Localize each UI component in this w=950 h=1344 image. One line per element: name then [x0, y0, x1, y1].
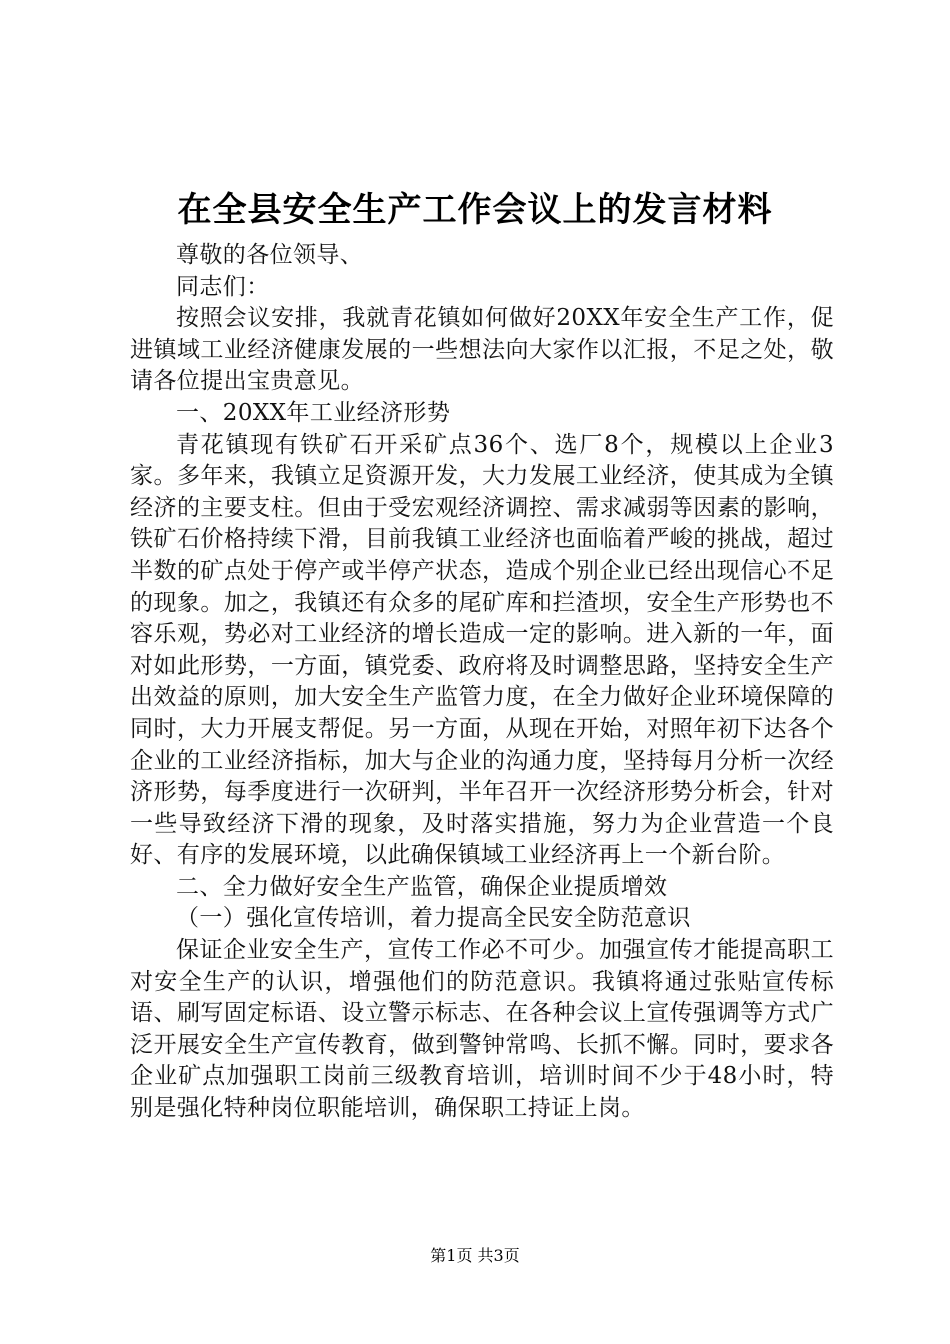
salutation-line-2: 同志们： [176, 273, 270, 300]
section-heading-2: 二、全力做好安全生产监管，确保企业提质增效 [176, 873, 668, 900]
document-title: 在全县安全生产工作会议上的发言材料 [177, 190, 773, 230]
section-heading-1: 一、20XX年工业经济形势 [176, 399, 451, 426]
document-body [130, 240, 834, 1125]
page-number-footer: 第1页 共3页 [430, 1246, 520, 1265]
salutation-line-1: 尊敬的各位领导、 [176, 242, 364, 268]
section-1-paragraph: 青花镇现有铁矿石开采矿点36个、选厂8个，规模以上企业3家。多年来，我镇立足资源开发，大力发展工业经济，使其成为全镇经济的主要支柱。但由于受宏观经济调控、需求减弱等因素的影响，铁矿石价格持续下滑，目前我镇工业经济也面临着严峻的挑战，超过半数的矿点处于停产或半停产状态，造成个别企业已经出现信心不足的现象。加之，我镇还有众多的尾矿库和拦渣坝，安全生产形势也不容乐观，势必对工业经济的增长造成一定的影响。进入新的一年，面对如此形势，一方面，镇党委、政府将及时调整思路，坚持安全生产出效益的原则，加大安全生产监管力度，在全力做好企业环境保障的同时，大力开展支帮促。另一方面，从现在开始，对照年初下达各个企业的工业经济指标，加大与企业的沟通力度，坚持每月分析一次经济形势，每季度进行一次研判，半年召开一次经济形势分析会，针对一些导致经济下滑的现象，及时落实措施，努力为企业营造一个良好、有序的发展环境，以此确保镇域工业经济再上一个新台阶。 [130, 431, 834, 869]
intro-paragraph: 按照会议安排，我就青花镇如何做好20XX年安全生产工作，促进镇域工业经济健康发展的一些想法向大家作以汇报，不足之处，敬请各位提出宝贵意见。 [130, 305, 834, 395]
subsection-1-paragraph: 保证企业安全生产，宣传工作必不可少。加强宣传才能提高职工对安全生产的认识，增强他们的防范意识。我镇将通过张贴宣传标语、刷写固定标语、设立警示标志、在各种会议上宣传强调等方式广泛开展安全生产宣传教育，做到警钟常鸣、长抓不懈。同时，要求各企业矿点加强职工岗前三级教育培训，培训时间不少于48小时，特别是强化特种岗位职能培训，确保职工持证上岗。 [130, 937, 834, 1122]
subsection-heading-1: （一）强化宣传培训，着力提高全民安全防范意识 [176, 905, 691, 932]
